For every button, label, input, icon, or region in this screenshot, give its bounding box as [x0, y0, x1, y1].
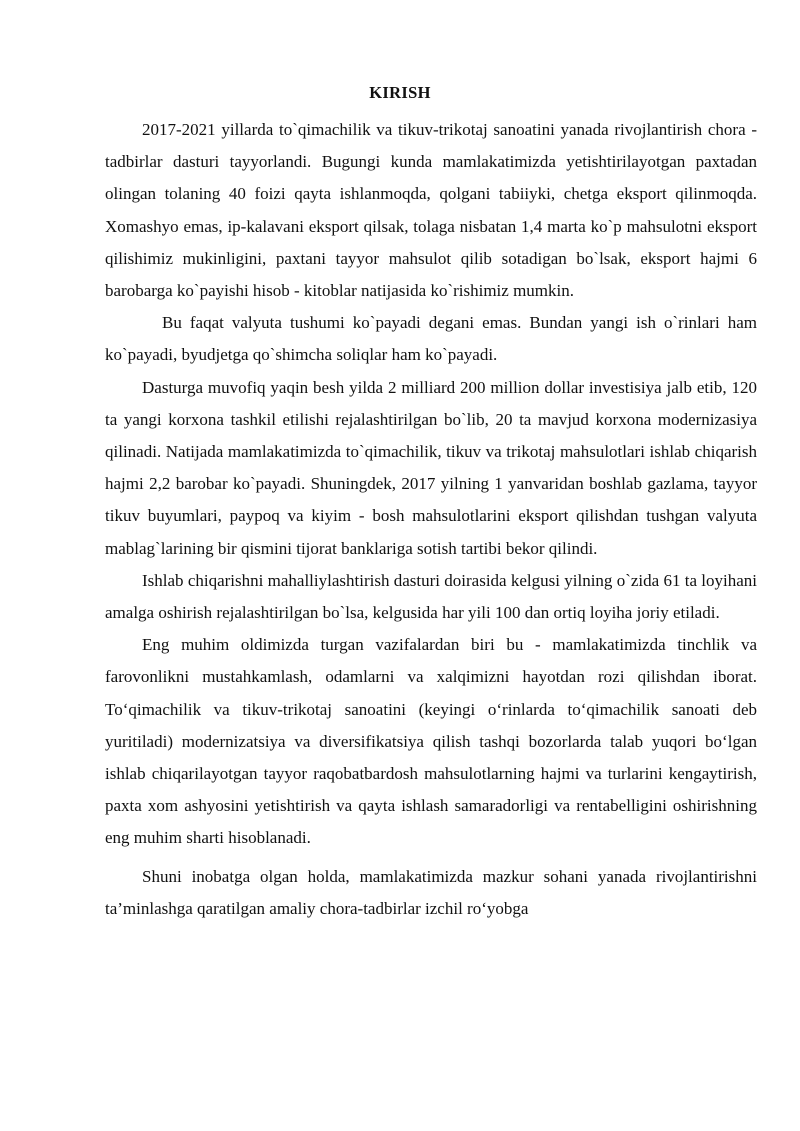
paragraph-program: Dasturga muvofiq yaqin besh yilda 2 milliard 200 million dollar investisiya jalb etib, 120 ta yangi korxona tashkil etilishi rejalashtirilgan bo`lib, 20 ta mavjud korxona modernizasiya qilinadi. Natijada mamlakatimizda to`qimachilik, tikuv va trikotaj mahsulotlari ishlab chiqarish hajmi 2,2 barobar ko`payadi. Shuningdek, 2017 yilning 1 yanvaridan boshlab gazlama, tayyor tikuv buyumlari, paypoq va kiyim - bosh mahsulotlarini eksport qilishdan tushgan valyuta mablag`larining bir qismini tijorat banklariga sotish tartibi bekor qilindi. [105, 377, 757, 558]
paragraph-conclusion: Shuni inobatga olgan holda, mamlakatimizda mazkur sohani yanada rivojlantirishni ta’minlashga qaratilgan amaliy chora-tadbirlar izchil ro‘yobga [105, 866, 757, 918]
paragraph-localization: Ishlab chiqarishni mahalliylashtirish dasturi doirasida kelgusi yilning o`zida 61 ta loyihani amalga oshirish rejalashtirilgan bo`lsa, kelgusida har yili 100 dan ortiq loyiha joriy etiladi. [105, 570, 757, 623]
paragraph-intro: 2017-2021 yillarda to`qimachilik va tikuv-trikotaj sanoatini yanada rivojlantirish chora - tadbirlar dasturi tayyorlandi. Bugungi kunda mamlakatimizda yetishtirilayotgan paxtadan olingan tolaning 40 foizi qayta ishlanmoqda, qolgani tabiiyki, chetga eksport qilinmoqda. Xomashyo emas, ip-kalavani eksport qilsak, tolaga nisbatan 1,4 marta ko`p mahsulotni eksport qilishimiz mukinligini, paxtani tayyor mahsulot qilib sotadigan bo`lsak, eksport hajmi 6 barobarga ko`payishi hisob - kitoblar natijasida ko`rishimiz mumkin. [105, 120, 757, 301]
paragraph-currency: Bu faqat valyuta tushumi ko`payadi degani emas. Bundan yangi ish o`rinlari ham ko`payadi, byudjetga qo`shimcha soliqlar ham ko`payadi. [105, 313, 757, 365]
paragraph-priorities: Eng muhim oldimizda turgan vazifalardan biri bu - mamlakatimizda tinchlik va farovonlikni mustahkamlash, odamlarni va xalqimizni hayotdan rozi qilishdan iborat. To‘qimachilik va tikuv-trikotaj sanoatini (keyingi o‘rinlarda to‘qimachilik sanoati deb yuritiladi) modernizatsiya va diversifikatsiya qilish tashqi bozorlarda talab yuqori bo‘lgan ishlab chiqarilayotgan tayyor raqobatbardosh mahsulotlarning hajmi va turlarini kengaytirish, paxta xom ashyosini yetishtirish va qayta ishlash samaradorligi va rentabelligini oshirishning eng muhim sharti hisoblanadi. [105, 635, 757, 848]
document-body [105, 114, 757, 925]
document-title: KIRISH [369, 83, 431, 102]
